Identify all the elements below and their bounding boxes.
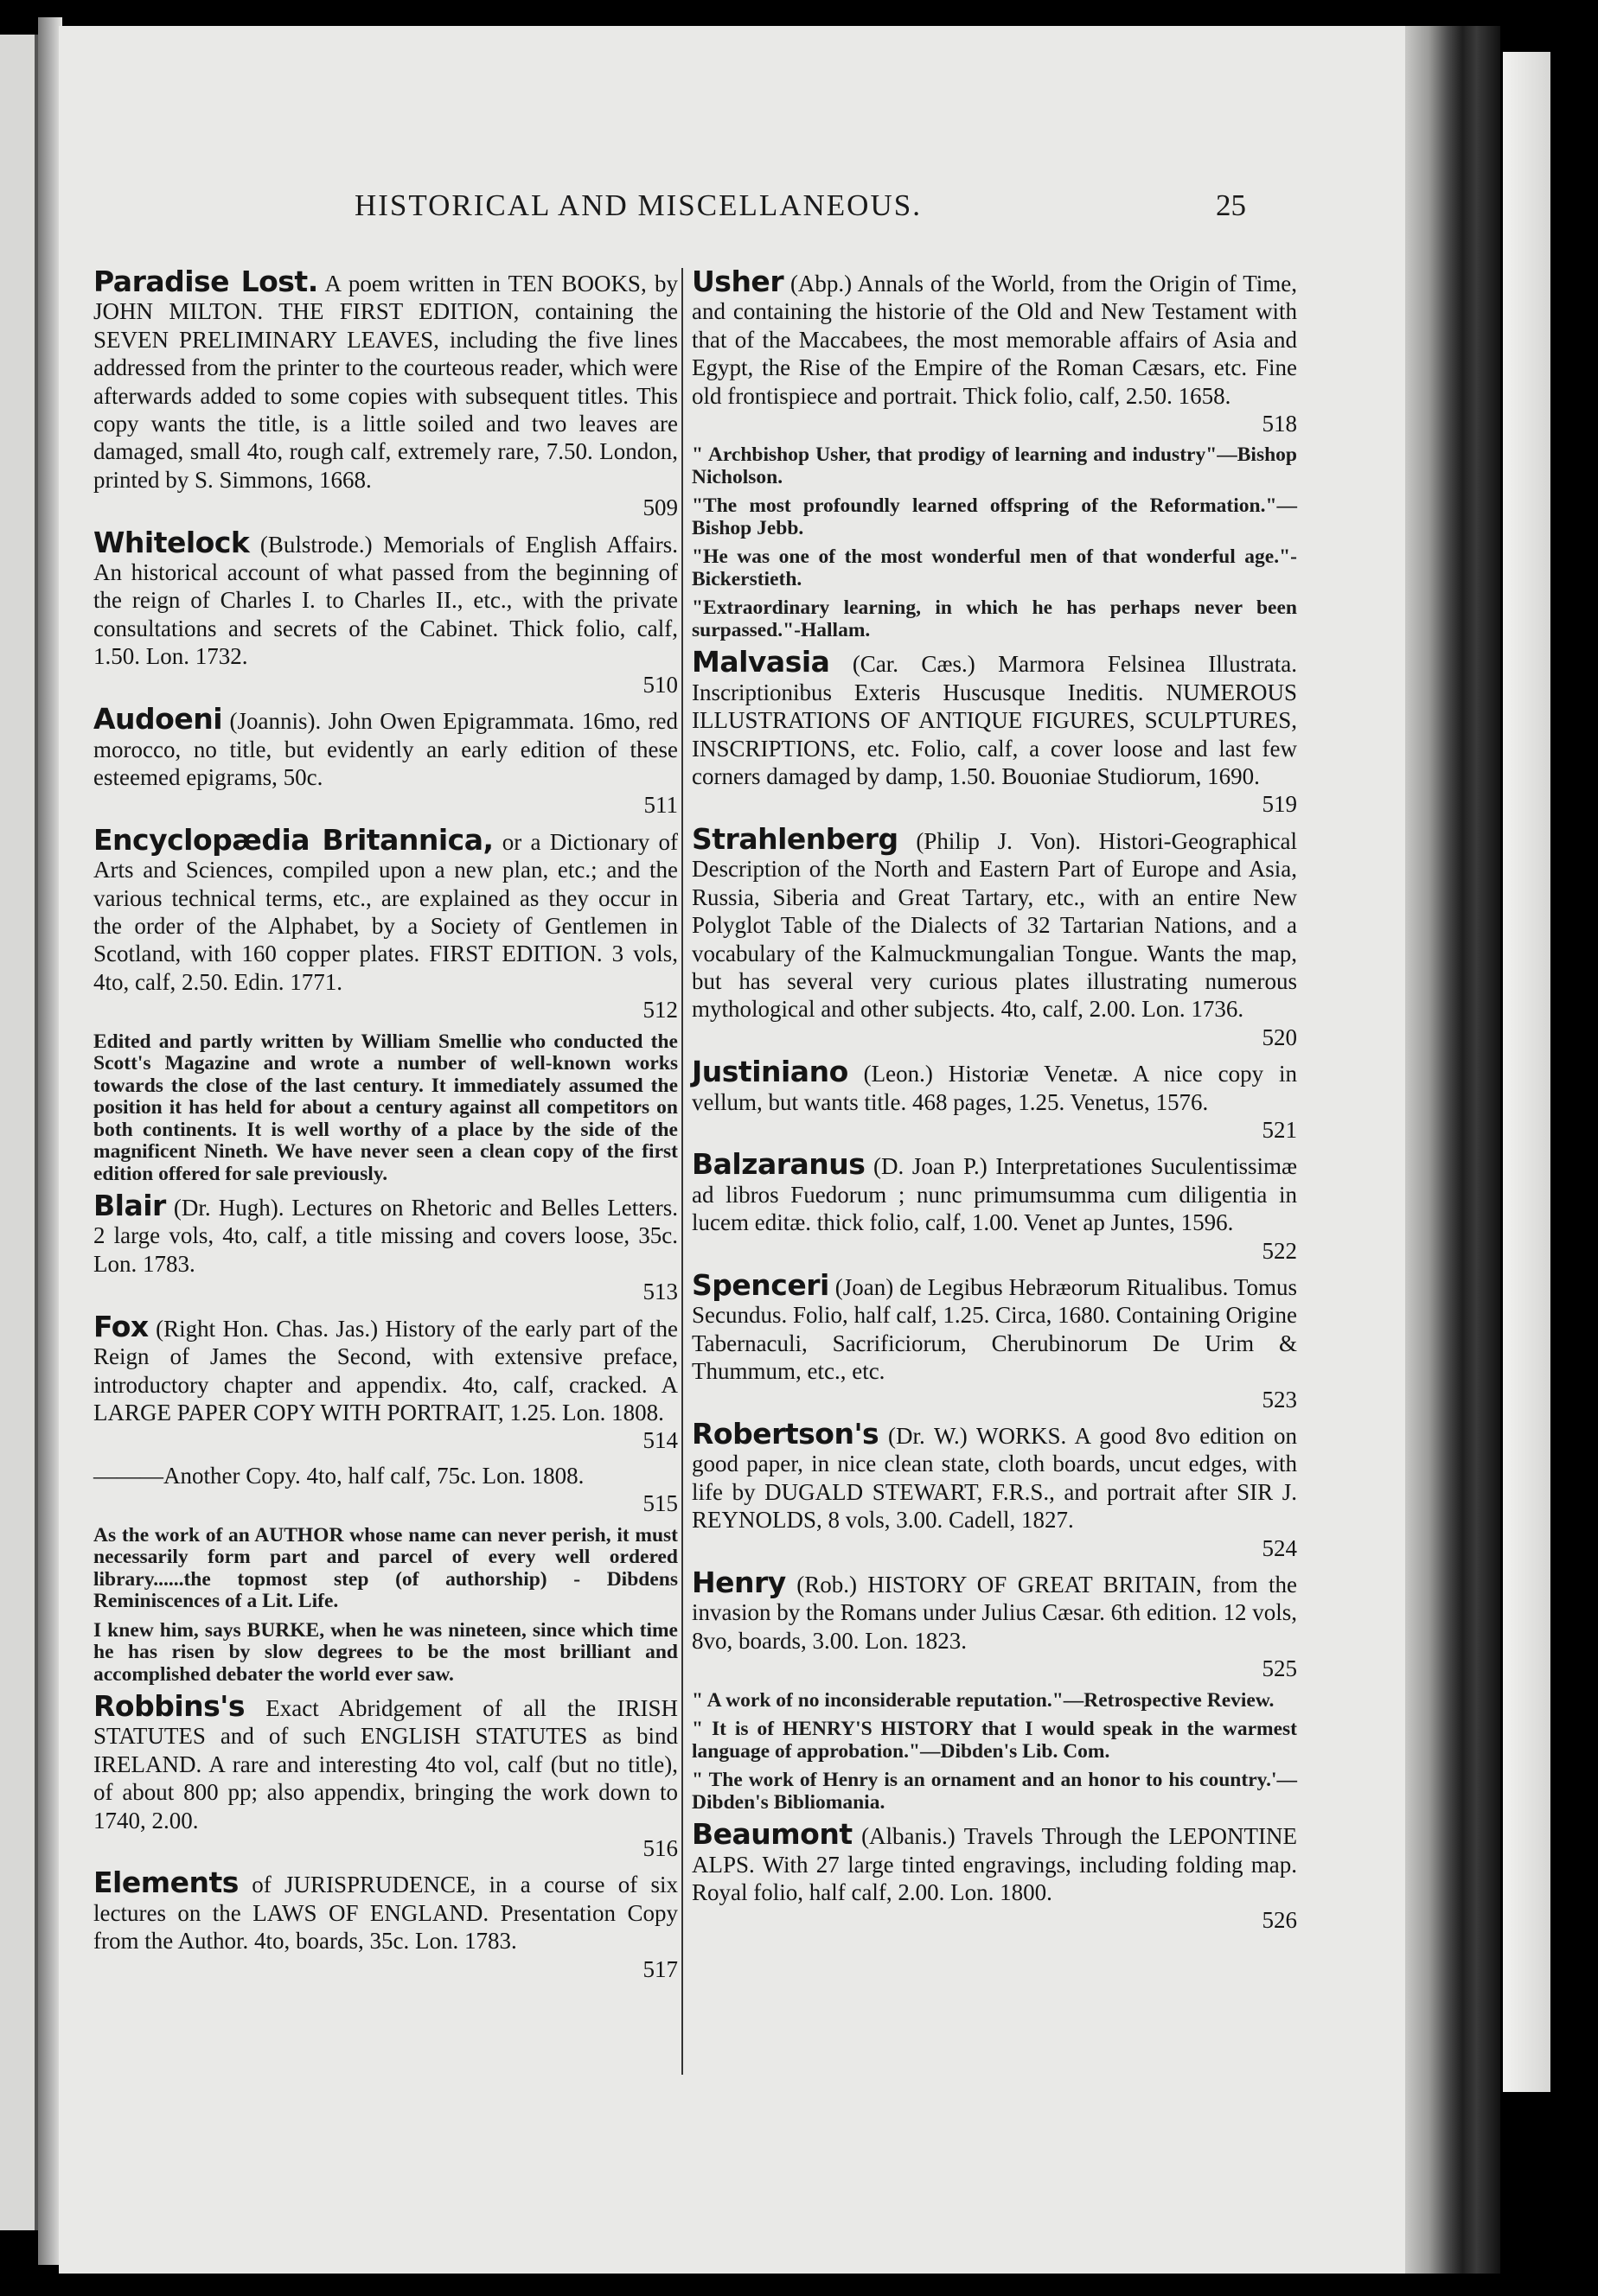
right-column [692, 265, 1298, 1942]
entry-name: Elements [93, 1866, 239, 1900]
catalog-note: " The work of Henry is an ornament and an honor to his country.'—Dibden's Bibliomania. [692, 1769, 1297, 1814]
entry-name: Audoeni [93, 702, 223, 737]
entry-description: of JURISPRUDENCE, in a course of six lectures on the LAWS OF ENGLAND. Presentation Copy from the Author. 4to, boards, 35c. Lon. 1783. [93, 1872, 678, 1955]
page-number: 25 [1216, 188, 1246, 222]
entry-name: Robbins's [93, 1689, 246, 1724]
catalog-entry [93, 265, 678, 522]
entry-name: Robertson's [692, 1417, 879, 1451]
entry-name: Fox [93, 1309, 149, 1343]
entry-name: Usher [692, 265, 784, 298]
catalog-entry [93, 1462, 678, 1518]
lot-number: 514 [642, 1427, 678, 1454]
left-column [93, 265, 679, 1990]
entry-description: (Car. Cæs.) Marmora Felsinea Illustrata. Inscriptionibus Exteris Huscusque Ineditis. NUMEROUS ILLUSTRATIONS OF ANTIQUE FIGURES, SCULPTURES, INSCRIPTIONS, etc. Folio, calf, a cover loose and last few corners damaged by damp, 1.50. Bouoniae Studiorum, 1690. [692, 651, 1298, 790]
lot-number: 516 [642, 1835, 678, 1862]
entry-description: or a Dictionary of Arts and Sciences, compiled upon a new plan, etc.; and the various technical terms, etc., are explained as they occur in the order of the Alphabet, by a Society of Gentlemen in Scotland, with 160 copper plates. FIRST EDITION. 3 vols, 4to, calf, 2.50. Edin. 1771. [93, 828, 678, 995]
catalog-entry [93, 1689, 679, 1862]
lot-number: 517 [642, 1955, 678, 1982]
facing-page-edge [0, 35, 40, 2230]
entry-description: (Bulstrode.) Memorials of English Affairs. An historical account of what passed from the beginning of the reign of Charles I. to Charles II., etc., with the private consultations and secrets of the Cabinet. Thick folio, calf, 1.50. Lon. 1732. [93, 531, 679, 670]
catalog-entry [692, 1147, 1298, 1265]
lot-number: 511 [643, 792, 678, 819]
catalog-note: "The most profoundly learned offspring of the Reformation."—Bishop Jebb. [692, 494, 1297, 539]
entry-description: (Philip J. Von). Histori-Geographical Description of the North and Eastern Part of Europe and Asia, Russia, Siberia and Great Tartary, etc., with an entire New Polyglot Table of the Dialects of 32 Tartarian Nations, and a vocabulary of the Kalmuckmungalian Tongue. Wants the map, but has several very curious plates illustrating numerous mythological and other subjects. 4to, calf, 2.00. Lon. 1736. [692, 827, 1297, 1023]
catalog-entry [93, 1866, 678, 1983]
lot-number: 521 [1262, 1116, 1297, 1143]
catalog-entry [692, 645, 1298, 818]
entry-name: Whitelock [93, 525, 250, 559]
catalog-entry [93, 525, 679, 698]
lot-number: 519 [1262, 791, 1297, 818]
entry-description: (Leon.) Historiæ Venetæ. A nice copy in vellum, but wants title. 468 pages, 1.25. Venetus, 1576. [692, 1061, 1297, 1115]
catalog-entry [692, 1417, 1298, 1562]
lot-number: 509 [642, 494, 678, 521]
entry-name: Beaumont [692, 1817, 853, 1852]
catalog-note: Edited and partly written by William Smellie who conducted the Scott's Magazine and wrote a number of well-known works towards the close of the last century. It immediately assumed the position it has held for about a century against all competitors on both continents. It is well worthy of a place by the side of the magnificent Nineth. We have never seen a clean copy of the first edition offered for sale previously. [93, 1030, 678, 1185]
entry-description: (Dr. Hugh). Lectures on Rhetoric and Belles Letters. 2 large vols, 4to, calf, a title missing and covers loose, 35c. Lon. 1783. [93, 1195, 678, 1277]
catalog-note: " A work of no inconsiderable reputation."—Retrospective Review. [692, 1688, 1275, 1712]
lot-number: 525 [1262, 1655, 1297, 1682]
entry-name: Spenceri [692, 1267, 829, 1302]
entry-description: (Dr. W.) WORKS. A good 8vo edition on good paper, in nice clean state, cloth boards, uncut edges, with life by DUGALD STEWART, F.R.S., and portrait after SIR J. REYNOLDS, 8 vols, 3.00. Cadell, 1827. [692, 1423, 1298, 1534]
entry-description: (Abp.) Annals of the World, from the Origin of Time, and containing the historie of the Old and New Testament with that of the Maccabees, the most memorable affairs of Asia and Egypt, the Rise of the Empire of the Roman Cæsars, etc. Fine old frontispiece and portrait. Thick folio, calf, 2.50. 1658. [692, 271, 1298, 409]
lot-number: 518 [1262, 411, 1297, 437]
catalog-entry [93, 1309, 679, 1455]
running-header: HISTORICAL AND MISCELLANEOUS. [355, 188, 922, 222]
entry-name: Justiniano [692, 1055, 848, 1089]
lot-number: 510 [642, 671, 678, 698]
catalog-entry [692, 265, 1298, 437]
catalog-entry [692, 1817, 1297, 1935]
entry-description: (Right Hon. Chas. Jas.) History of the early part of the Reign of James the Second, with extensive preface, introductory chapter and appendix. 4to, calf, cracked. A LARGE PAPER COPY WITH PORTRAIT, 1.25. Lon. 1808. [93, 1315, 679, 1425]
catalog-note: As the work of an AUTHOR whose name can never perish, it must necessarily form part and parcel of every well ordered library......the topmost step (of authorship) - Dibdens Reminiscences of a Lit. Life. [93, 1523, 678, 1613]
lot-number: 520 [1262, 1024, 1297, 1050]
entry-description: ———Another Copy. 4to, half calf, 75c. Lon. 1808. [93, 1462, 585, 1489]
lot-number: 523 [1262, 1386, 1297, 1413]
lot-number: 513 [642, 1279, 678, 1305]
catalog-note: "Extraordinary learning, in which he has perhaps never been surpassed."-Hallam. [692, 596, 1297, 641]
entry-name: Encyclopædia Britannica, [93, 822, 494, 857]
entry-name: Paradise Lost. [93, 265, 318, 298]
column-divider [681, 268, 683, 2075]
catalog-note: I knew him, says BURKE, when he was nineteen, since which time he has risen by slow degrees to be the most brilliant and accomplished debater the world ever saw. [93, 1618, 678, 1686]
lot-number: 512 [642, 997, 678, 1024]
lot-number: 522 [1262, 1237, 1297, 1264]
entry-description: Exact Abridgement of all the IRISH STATUTES and of such ENGLISH STATUTES as bind IRELAND. A rare and interesting 4to vol, calf (but no title), of about 800 pp; also appendix, bringing the work down to 1740, 2.00. [93, 1695, 679, 1834]
catalog-note: " Archbishop Usher, that prodigy of learning and industry"—Bishop Nicholson. [692, 443, 1297, 488]
catalog-note: "He was one of the most wonderful men of that wonderful age."-Bickerstieth. [692, 545, 1297, 590]
entry-name: Blair [93, 1189, 166, 1223]
catalog-entry [93, 1189, 678, 1306]
catalog-note: " It is of HENRY'S HISTORY that I would speak in the warmest language of approbation."—Dibden's Lib. Com. [692, 1718, 1297, 1763]
entry-description: (Joannis). John Owen Epigrammata. 16mo, red morocco, no title, but evidently an early edition of these esteemed epigrams, 50c. [93, 708, 679, 790]
catalog-entry [692, 1267, 1297, 1413]
catalog-entry [692, 821, 1297, 1051]
entry-description: (Rob.) HISTORY OF GREAT BRITAIN, from the invasion by the Romans under Julius Cæsar. 6th edition. 12 vols, 8vo, boards, 3.00. Lon. 1823. [692, 1572, 1298, 1654]
page-edge-shadow [1405, 26, 1500, 2274]
catalog-entry [93, 822, 678, 1024]
back-cover-edge [1503, 52, 1550, 2092]
entry-description: (Albanis.) Travels Through the LEPONTINE ALPS. With 27 large tinted engravings, including folding map. Royal folio, half calf, 2.00. Lon. 1800. [692, 1823, 1297, 1905]
entry-name: Balzaranus [692, 1147, 866, 1182]
entry-name: Malvasia [692, 645, 830, 679]
lot-number: 524 [1262, 1534, 1297, 1561]
lot-number: 526 [1262, 1907, 1297, 1934]
catalog-entry [692, 1566, 1298, 1683]
entry-description: (Joan) de Legibus Hebræorum Ritualibus. Tomus Secundus. Folio, half calf, 1.25. Circa, 1680. Containing Origine Tabernaculi, Sacrificiorum, Cherubinorum De Urim & Thummum, etc., etc. [692, 1273, 1297, 1385]
entry-name: Henry [692, 1566, 786, 1600]
catalog-entry [93, 702, 679, 820]
catalog-entry [692, 1055, 1297, 1144]
entry-name: Strahlenberg [692, 821, 898, 856]
entry-description: A poem written in TEN BOOKS, by JOHN MILTON. THE FIRST EDITION, containing the SEVEN PRELIMINARY LEAVES, including the five lines addressed from the printer to the courteous reader, which were afterwards added to some copies with subsequent titles. This copy wants the title, is a little soiled and two leaves are damaged, small 4to, rough calf, extremely rare, 7.50. London, printed by S. Simmons, 1668. [93, 271, 678, 493]
entry-description: (D. Joan P.) Interpretationes Suculentissimæ ad libros Fuedorum ; nunc primumsumma cum diligentia in lucem editæ. thick folio, calf, 1.00. Venet ap Juntes, 1596. [692, 1153, 1298, 1236]
lot-number: 515 [642, 1490, 678, 1517]
